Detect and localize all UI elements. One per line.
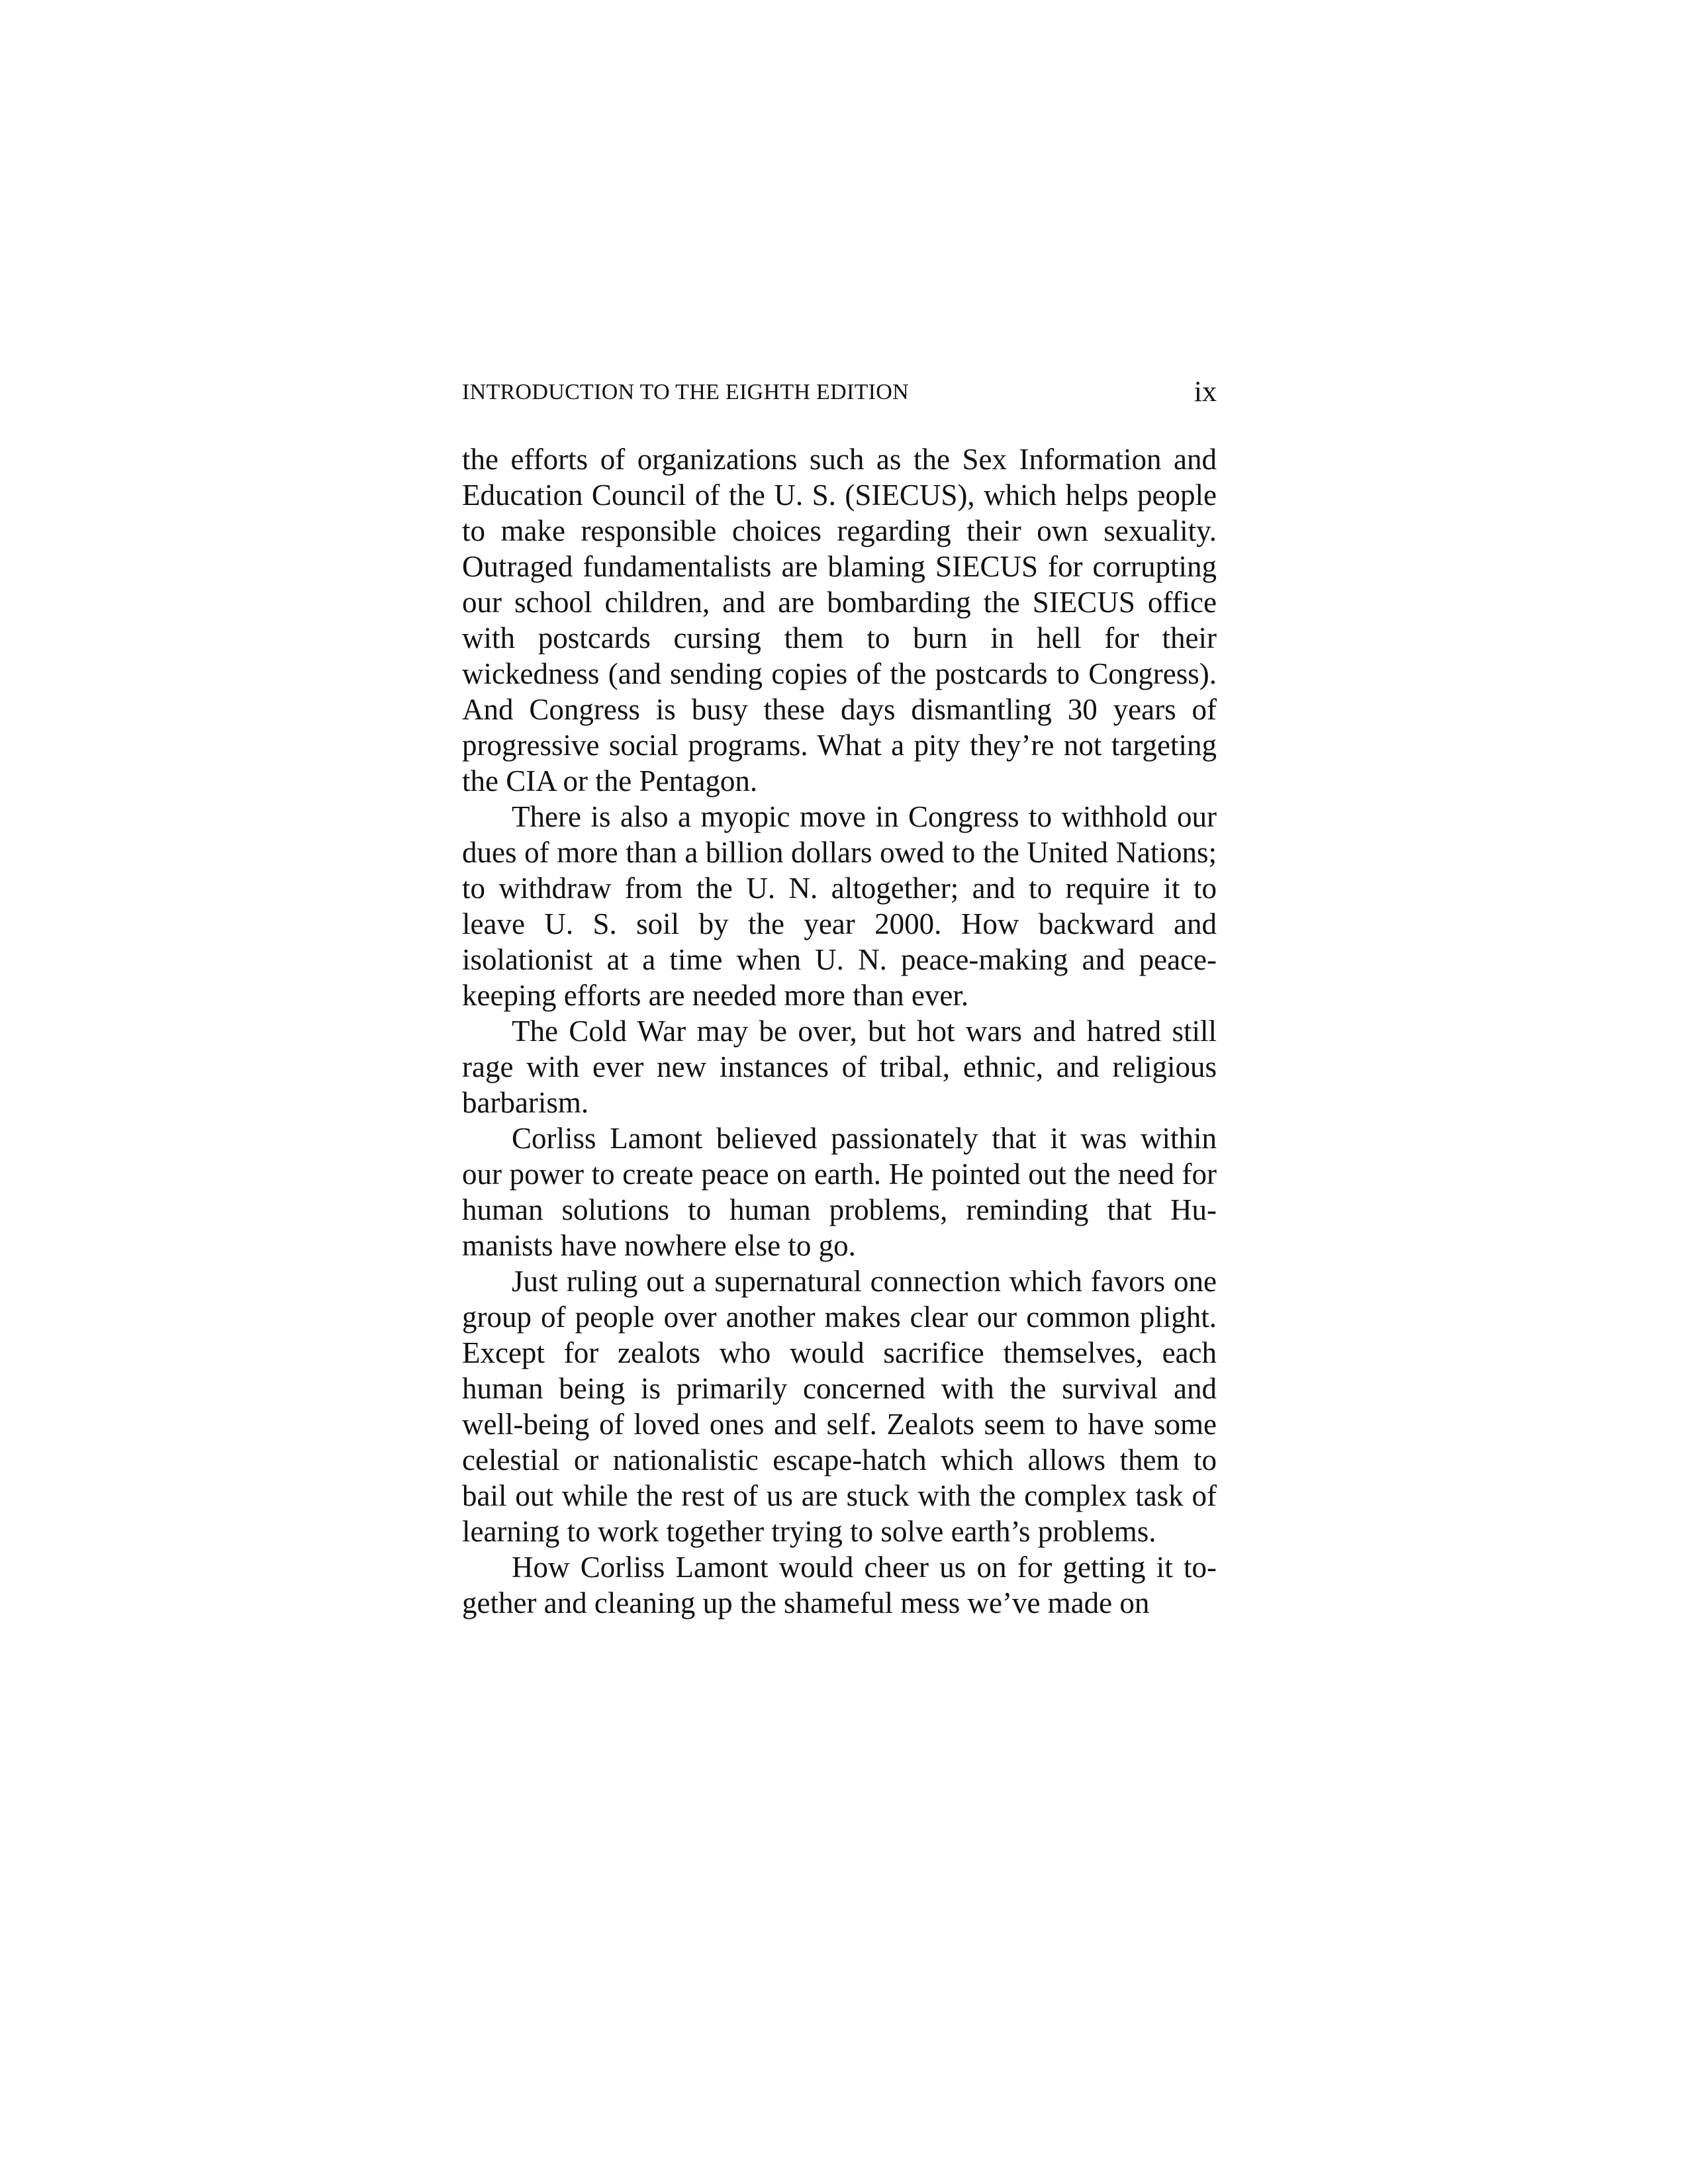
paragraph-last: How Corliss Lamont would cheer us on for getting it together and cleaning up the shameful mess we’ve made on xyxy=(462,1551,1217,1619)
body-text xyxy=(462,441,1217,1621)
paragraph-continued: the efforts of organizations such as the Sex Information and Education Council of the U. S. (SIECUS), which helps people to make responsible choices regarding their own sexuality. Outraged fundamentalists are blaming SIECUS for corrupting our school children, and are bombarding the SIECUS office with postcards cursing them to burn in hell for their wickedness (and sending copies of the postcards to Congress). And Congress is busy these days dismantling 30 years of progressive social programs. What a pity they’re not targeting the CIA or the Pentagon. xyxy=(462,443,1217,797)
paragraph: There is also a myopic move in Congress to withhold our dues of more than a billion dollars owed to the United Nations; to withdraw from the U. N. altogether; and to require it to leave U. S. soil by the year 2000. How backward and isolationist at a time when U. N. peace-making and peace-keeping efforts are needed more than ever. xyxy=(462,800,1217,1012)
paragraph: Just ruling out a supernatural connection which favors one group of people over another makes clear our common plight. Except for zealots who would sacrifice themselves, each human being is primarily concerned with the survival and well-being of loved ones and self. Zealots seem to have some celestial or nationalistic escape-hatch which allows them to bail out while the rest of us are stuck with the complex task of learning to work together trying to solve earth’s problems. xyxy=(462,1265,1217,1548)
page-number: ix xyxy=(1194,375,1217,408)
paragraph: The Cold War may be over, but hot wars and hatred still rage with ever new instances of tribal, ethnic, and religious barbarism. xyxy=(462,1015,1217,1119)
page-header xyxy=(462,375,1217,414)
running-head: INTRODUCTION TO THE EIGHTH EDITION xyxy=(462,380,909,404)
paragraph: Corliss Lamont believed passionately that it was within our power to create peace on earth. He pointed out the need for human solutions to human problems, reminding that Humanists have nowhere else to go. xyxy=(462,1122,1217,1262)
